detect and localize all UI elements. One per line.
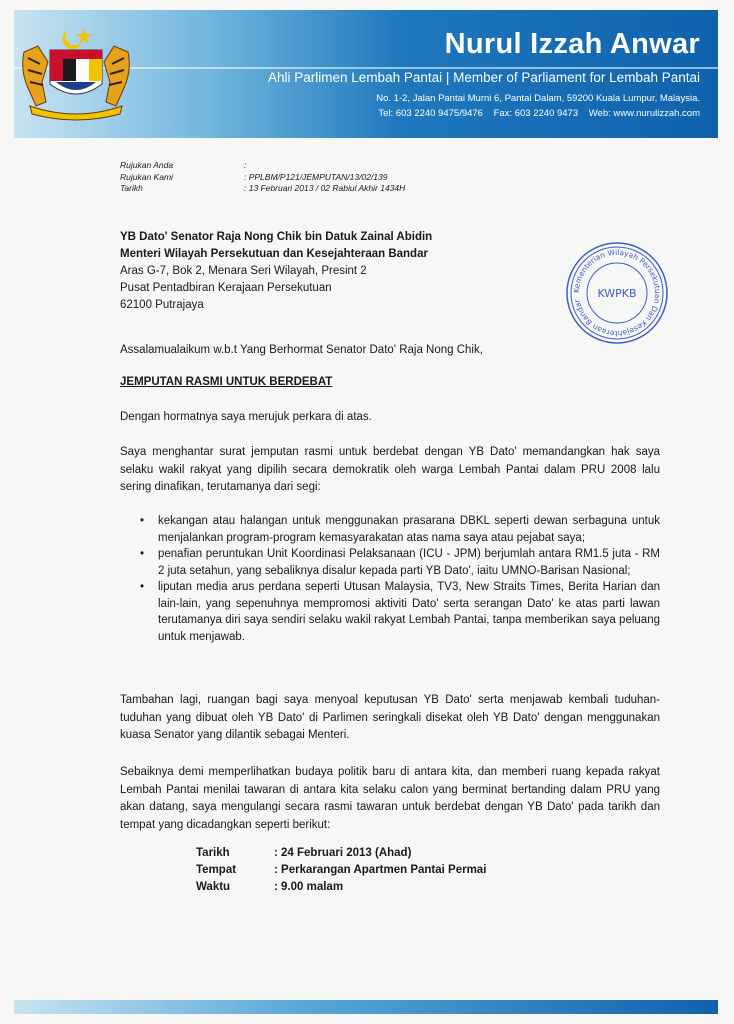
addressee-block bbox=[120, 229, 432, 314]
reference-value: : PPLBM/P121/JEMPUTAN/13/02/139 bbox=[244, 171, 388, 182]
letterhead bbox=[14, 10, 718, 138]
reference-row bbox=[120, 172, 405, 184]
addressee-line: Aras G-7, Bok 2, Menara Seri Wilayah, Presint 2 bbox=[120, 265, 367, 277]
letterhead-web: Web: www.nurulizzah.com bbox=[588, 108, 700, 119]
reference-label: Rujukan Kami bbox=[120, 171, 173, 182]
letterhead-name: Nurul Izzah Anwar bbox=[444, 28, 700, 60]
list-item-text: penafian peruntukan Unit Koordinasi Pelaksanaan (ICU - JPM) berjumlah antara RM1.5 juta - RM 2 juta setahun, yang sebaliknya disalur kepada parti YB Dato', iaitu UMNO-Barisan Nasional; bbox=[158, 548, 660, 577]
paragraph: Dengan hormatnya saya merujuk perkara di atas. bbox=[120, 411, 372, 423]
stamp-ring-text: Kementerian Wilayah Persekutuan Dan Kesejahteraan Bandar bbox=[571, 247, 663, 339]
bullet-list bbox=[120, 513, 660, 645]
reference-row bbox=[120, 160, 405, 172]
detail-label: Tarikh bbox=[196, 847, 230, 859]
addressee-title: Menteri Wilayah Persekutuan dan Kesejahteraan Bandar bbox=[120, 248, 428, 260]
letterhead-tel: Tel: 603 2240 9475/9476 bbox=[378, 108, 483, 119]
reference-block bbox=[120, 160, 405, 195]
detail-row bbox=[196, 879, 486, 896]
event-details bbox=[196, 845, 486, 896]
list-item bbox=[120, 513, 660, 546]
list-item-text: kekangan atau halangan untuk menggunakan prasarana DBKL seperti dewan serbaguna untuk menjalankan program-program kemasyarakatan atas nama saya atau pejabat saya; bbox=[158, 515, 660, 544]
letterhead-address: No. 1-2, Jalan Pantai Murni 6, Pantai Dalam, 59200 Kuala Lumpur, Malaysia. bbox=[376, 93, 700, 104]
detail-row bbox=[196, 862, 486, 879]
paragraph: Tambahan lagi, ruangan bagi saya menyoal keputusan YB Dato' serta menjawab kembali tuduhan-tuduhan yang dibuat oleh YB Dato' di Parlimen seringkali disekat oleh YB Dato' dengan menggunakan kuasa Senator yang dilantik sebagai Menteri. bbox=[120, 694, 660, 741]
letterhead-fax: Fax: 603 2240 9473 bbox=[493, 108, 579, 119]
detail-value: : Perkarangan Apartmen Pantai Permai bbox=[274, 864, 487, 876]
addressee-name: YB Dato' Senator Raja Nong Chik bin Datuk Zainal Abidin bbox=[120, 231, 433, 243]
stamp-center-text: KWPKB bbox=[597, 287, 637, 300]
detail-label: Waktu bbox=[196, 881, 231, 893]
reference-value: : 13 Februari 2013 / 02 Rabiul Akhir 1434H bbox=[244, 183, 406, 193]
detail-row bbox=[196, 845, 486, 862]
coat-of-arms-icon bbox=[16, 22, 136, 122]
paragraph: Sebaiknya demi memperlihatkan budaya politik baru di antara kita, dan memberi ruang kepada rakyat Lembah Pantai menilai tawaran di antara kita selaku calon yang berminat bertanding dalam PRU yang akan datang, saya mengulangi secara rasmi tawaran untuk berdebat dengan YB Dato' pada tarikh dan tempat yang dicadangkan seperti berikut: bbox=[120, 766, 660, 831]
bullet-icon: • bbox=[140, 581, 145, 593]
letterhead-subtitle: Ahli Parlimen Lembah Pantai | Member of Parliament for Lembah Pantai bbox=[268, 70, 700, 85]
list-item-text: liputan media arus perdana seperti Utusan Malaysia, TV3, New Straits Times, Berita Harian dan lain-lain, yang sepenuhnya mempromosi aktiviti Dato' serta serangan Dato' ke atas parti lawan terutamanya diri saya sendiri selaku wakil rakyat Lembah Pantai, tanpa memberikan saya peluang untuk menjawab. bbox=[158, 581, 660, 643]
reference-value: : bbox=[244, 160, 247, 170]
bullet-icon: • bbox=[140, 515, 145, 527]
footer-band bbox=[14, 1000, 718, 1014]
letterhead-contact bbox=[370, 108, 700, 119]
list-item bbox=[120, 546, 660, 579]
letter-subject: JEMPUTAN RASMI UNTUK BERDEBAT bbox=[120, 376, 333, 388]
official-stamp bbox=[564, 240, 670, 346]
detail-label: Tempat bbox=[196, 864, 237, 876]
bullet-icon: • bbox=[140, 548, 145, 560]
paragraph: Saya menghantar surat jemputan rasmi untuk berdebat dengan YB Dato' memandangkan hak saya selaku wakil rakyat yang dipilih secara demokratik oleh warga Lembah Pantai dalam PRU 2008 lalu sering dinafikan, terutamanya dari segi: bbox=[120, 446, 660, 493]
addressee-line: Pusat Pentadbiran Kerajaan Persekutuan bbox=[120, 282, 332, 294]
reference-label: Tarikh bbox=[120, 183, 143, 193]
list-item bbox=[120, 579, 660, 645]
addressee-line: 62100 Putrajaya bbox=[120, 299, 204, 311]
detail-value: : 9.00 malam bbox=[274, 881, 344, 893]
reference-row bbox=[120, 183, 405, 195]
detail-value: : 24 Februari 2013 (Ahad) bbox=[274, 847, 412, 859]
greeting: Assalamualaikum w.b.t Yang Berhormat Senator Dato' Raja Nong Chik, bbox=[120, 344, 483, 356]
reference-label: Rujukan Anda bbox=[120, 160, 174, 170]
